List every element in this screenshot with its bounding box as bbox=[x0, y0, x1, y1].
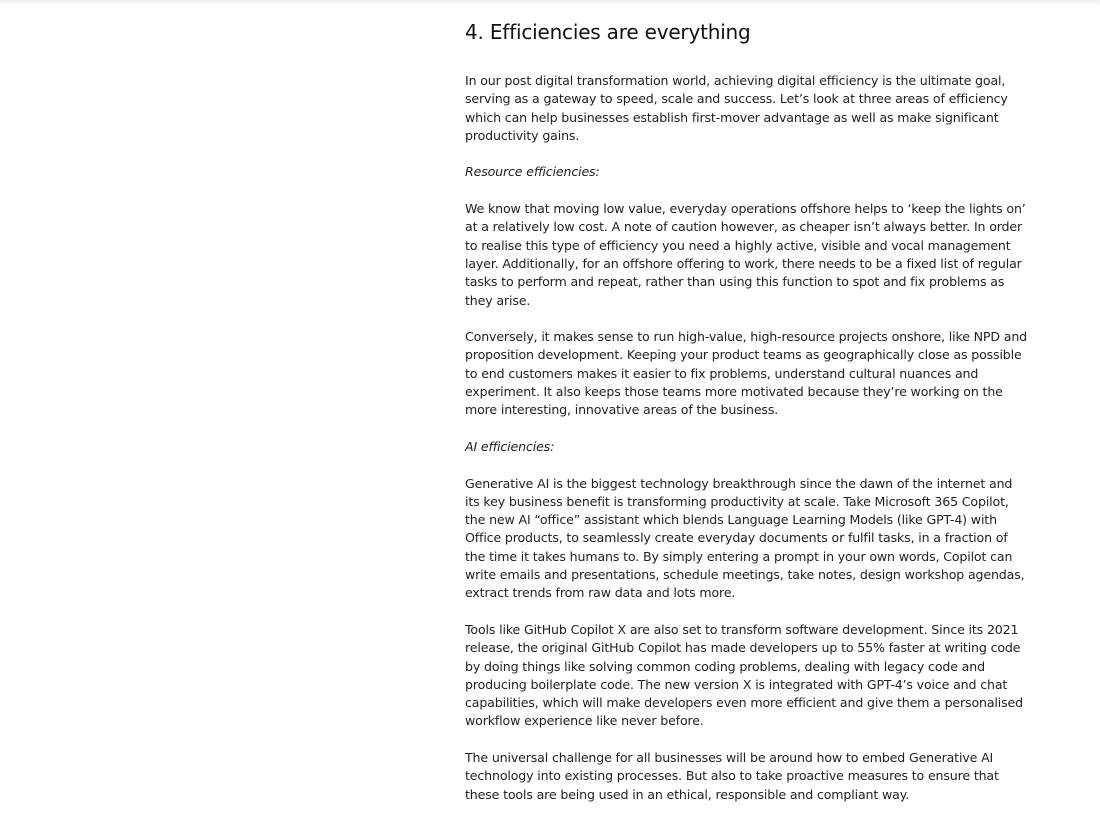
github-copilot-paragraph: Tools like GitHub Copilot X are also set to transform software development. Since its 2021 release, the original GitHub Copilot has made developers up to 55% faster at writing code by doing things like solving common coding problems, dealing with legacy code and producing boilerplate code. The new version X is integrated with GPT-4’s voice and chat capabilities, which will make developers even more efficient and give them a personalised workflow experience like never before. bbox=[465, 621, 1023, 729]
section-heading: 4. Efficiencies are everything bbox=[465, 20, 751, 44]
ai-efficiencies-subheading: AI efficiencies: bbox=[465, 438, 555, 454]
onshore-paragraph: Conversely, it makes sense to run high-value, high-resource projects onshore, like NPD and proposition development. Keeping your product teams as geographically close as possible to end customers makes it easier to fix problems, understand cultural nuances and experiment. It also keeps those teams more motivated because they’re working on the more interesting, innovative areas of the business. bbox=[465, 329, 1028, 418]
resource-efficiencies-subheading: Resource efficiencies: bbox=[465, 164, 600, 180]
intro-paragraph: In our post digital transformation world, achieving digital efficiency is the ultimate goal, serving as a gateway to speed, scale and success. Let’s look at three areas of efficiency which can help businesses establish first-mover advantage as well as make significant productivity gains. bbox=[465, 73, 1008, 143]
offshore-paragraph: We know that moving low value, everyday operations offshore helps to ‘keep the lights on’ at a relatively low cost. A note of caution however, as cheaper isn’t always better. In order to realise this type of efficiency you need a highly active, visible and vocal management layer. Additionally, for an offshore offering to work, there needs to be a fixed list of regular tasks to perform and repeat, rather than using this function to spot and fix problems as they arise. bbox=[465, 201, 1026, 308]
article-section bbox=[465, 18, 1030, 822]
top-edge-shadow bbox=[0, 0, 1100, 6]
universal-challenge-paragraph: The universal challenge for all businesses will be around how to embed Generative AI technology into existing processes. But also to take proactive measures to ensure that these tools are being used in an ethical, responsible and compliant way. bbox=[465, 749, 999, 802]
generative-ai-paragraph: Generative AI is the biggest technology breakthrough since the dawn of the internet and its key business benefit is transforming productivity at scale. Take Microsoft 365 Copilot, the new AI “office” assistant which blends Language Learning Models (like GPT-4) with Office products, to seamlessly create everyday documents or fulfil tasks, in a fraction of the time it takes humans to. By simply entering a prompt in your own words, Copilot can write emails and presentations, schedule meetings, take notes, design workshop agendas, extract trends from raw data and lots more. bbox=[465, 475, 1025, 601]
